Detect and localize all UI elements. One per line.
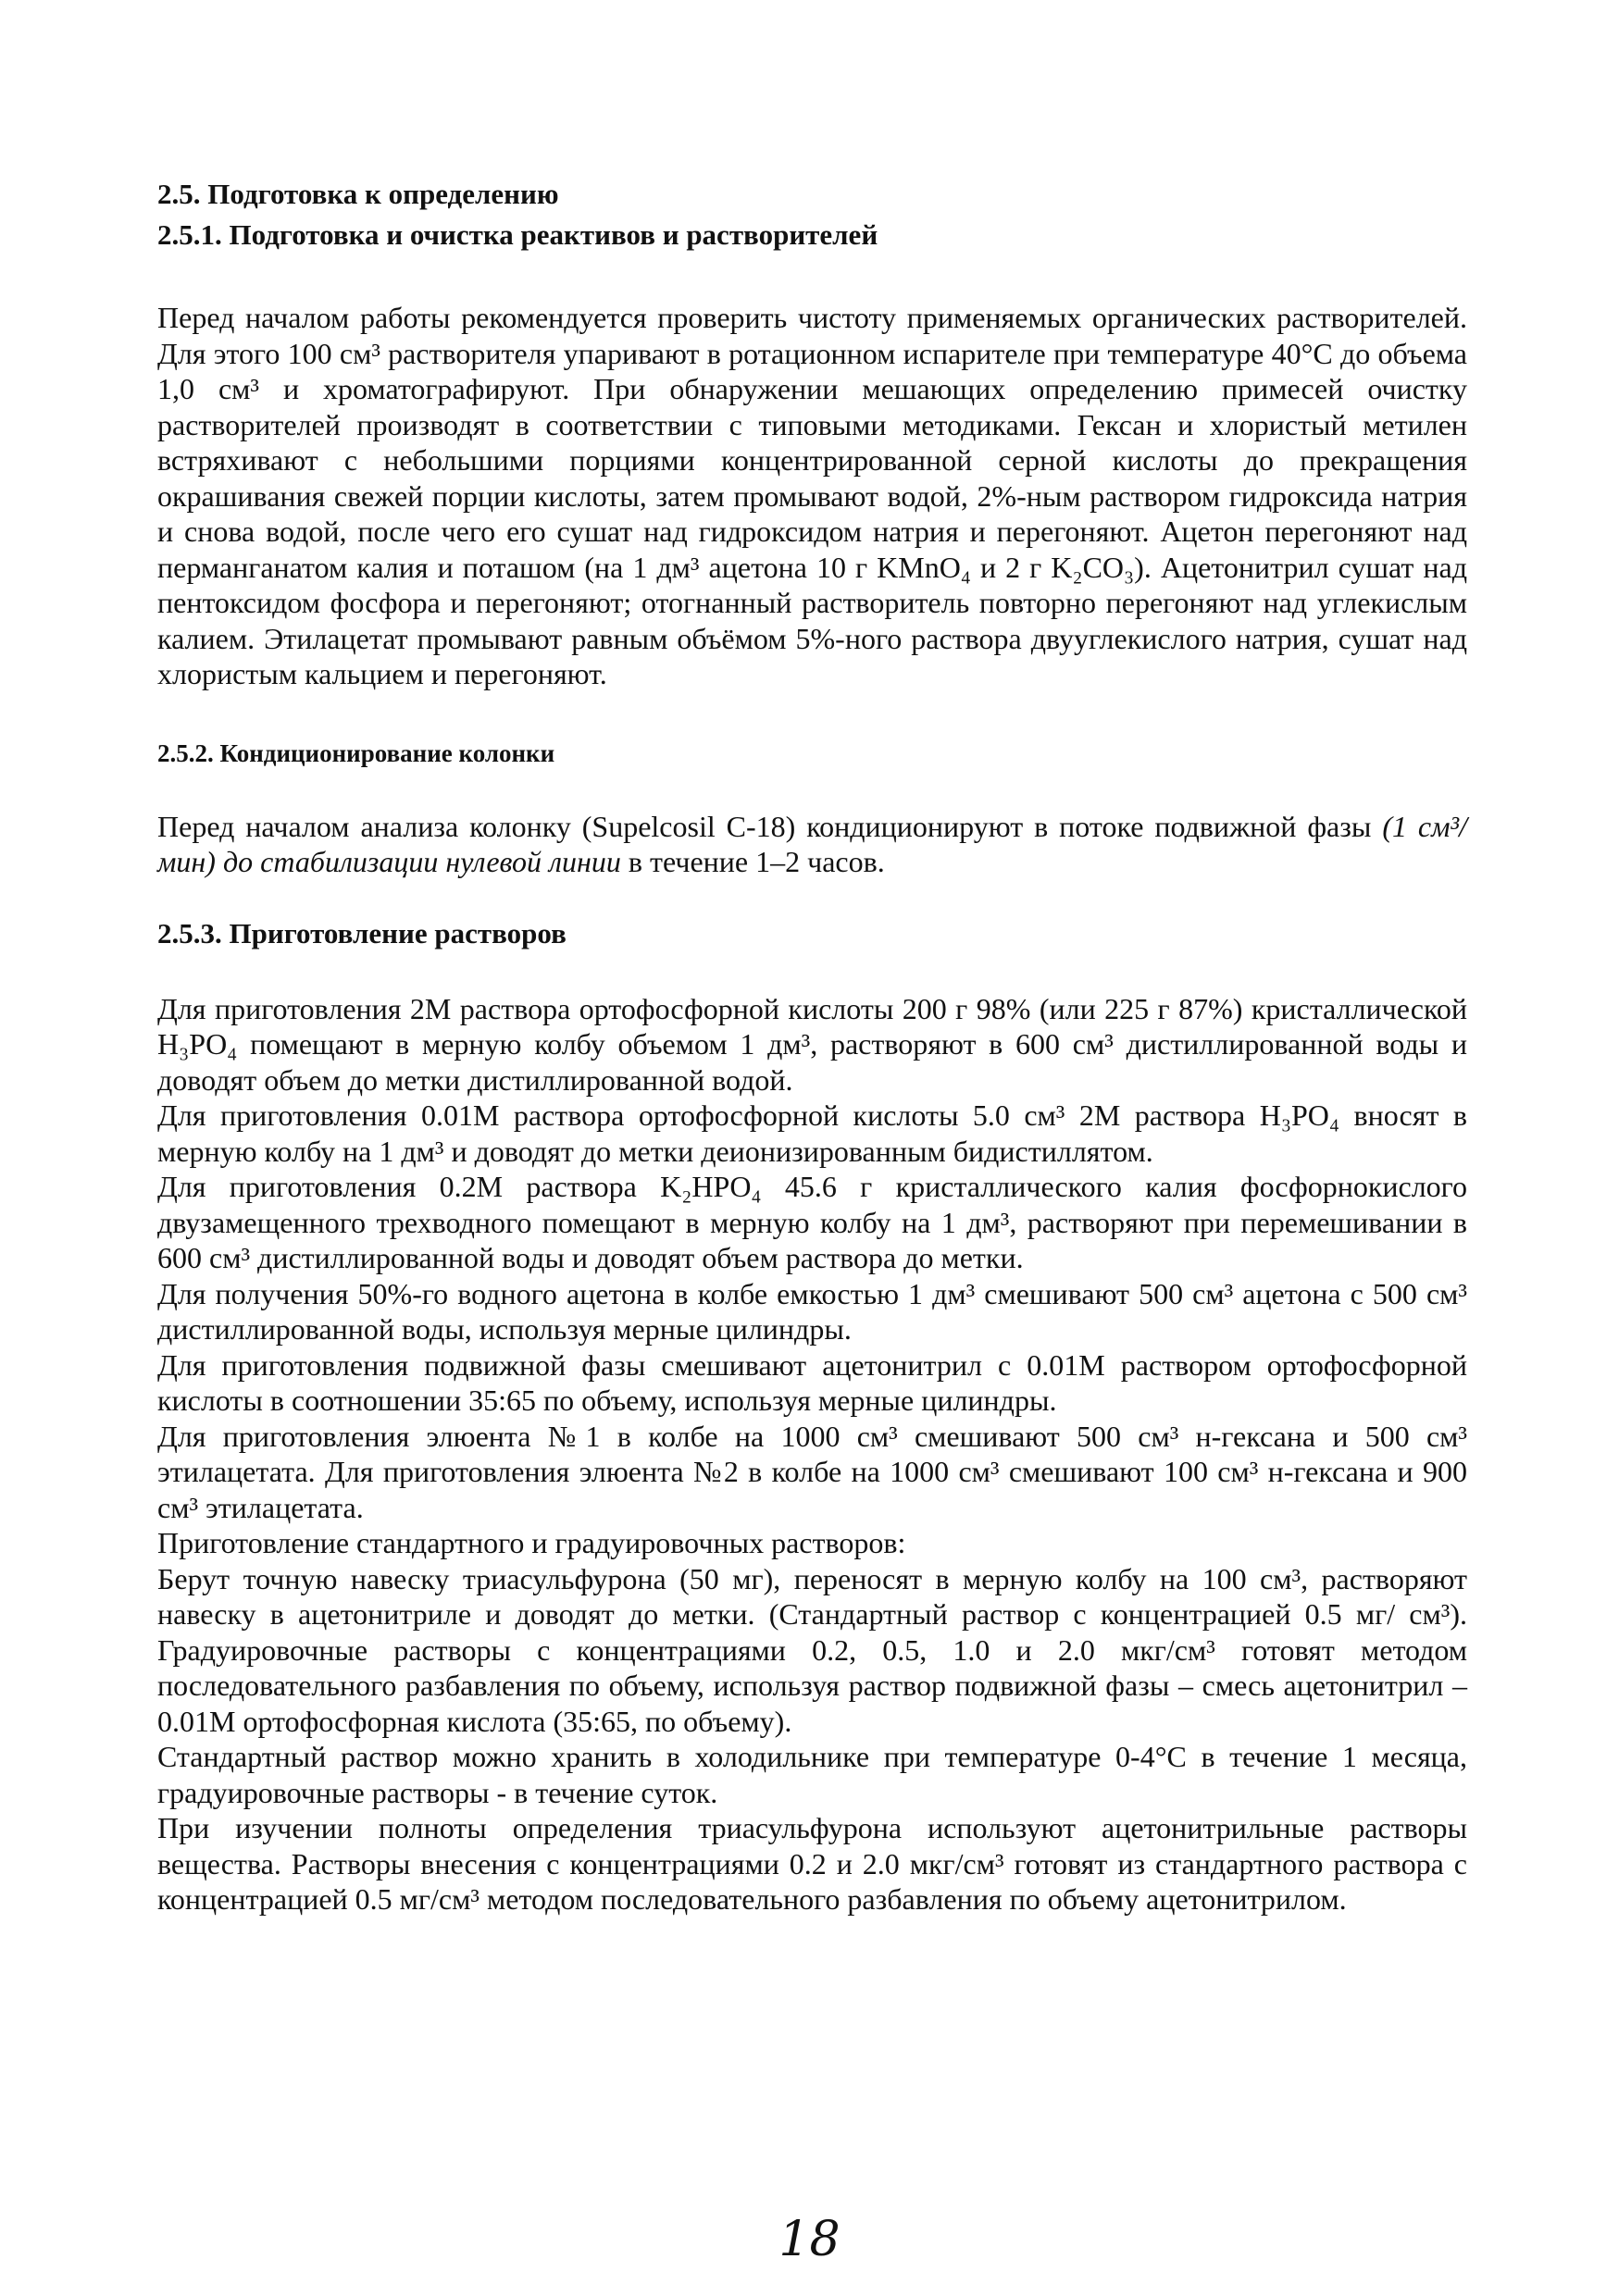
paragraph-column-conditioning-part-1: Перед началом анализа колонку (Supelcosil C-18) кондиционируют в потоке подвижной фазы [157,809,1383,843]
spacer [157,255,1467,300]
document-body [157,174,1467,1917]
paragraph-phosphoric-acid-2m: Для приготовления 2М раствора ортофосфорной кислоты 200 г 98% (или 225 г 87%) кристаллической H₃PO₄ помещают в мерную колбу объемом 1 дм³, растворяют в 600 см³ дистиллированной воды и доводят объем до метки дистиллированной водой. [157,991,1467,1097]
section-heading-2-5: 2.5. Подготовка к определению [157,178,559,210]
paragraph-aqueous-acetone: Для получения 50%-го водного ацетона в колбе емкостью 1 дм³ смешивают 500 см³ ацетона с 500 см³ дистиллированной воды, используя мерные цилиндры. [157,1276,1467,1346]
page-number: 18 [778,2212,841,2267]
section-heading-2-5-1: 2.5.1. Подготовка и очистка реактивов и растворителей [157,218,878,251]
section-heading-2-5-2: 2.5.2. Кондиционирование колонки [157,738,555,767]
paragraph-storage: Стандартный раствор можно хранить в холодильнике при температуре 0-4°С в течение 1 месяца, градуировочные растворы - в течение суток. [157,1740,1467,1809]
paragraph-column-conditioning-part-3: в течение 1–2 часов. [620,845,885,878]
paragraph-reagent-purification: Перед началом работы рекомендуется проверить чистоту применяемых органических растворителей. Для этого 100 см³ растворителя упаривают в ротационном испарителе при температуре 40°С до объема 1,0 см³ и хроматографируют. При обнаружении мешающих определению примесей очистку растворителей производят в соответствии с типовыми методиками. Гексан и хлористый метилен встряхивают с небольшими порциями концентрированной серной кислоты до прекращения окрашивания свежей порции кислоты, затем промывают водой, 2%-ным раствором гидроксида натрия и снова водой, после чего его сушат над гидроксидом натрия и перегоняют. Ацетон перегоняют над перманганатом калия и поташом (на 1 дм³ ацетона 10 г KMnO₄ и 2 г K₂CO₃). Ацетонитрил сушат над пентоксидом фосфора и перегоняют; отогнанный растворитель повторно перегоняют над углекислым калием. Этилацетат промывают равным объёмом 5%-ного раствора двууглекислого натрия, сушат над хлористым кальцием и перегоняют. [157,301,1467,690]
paragraph-standard-preparation: Берут точную навеску триасульфурона (50 мг), переносят в мерную колбу на 100 см³, растворяют навеску в ацетонитриле и доводят до метки. (Стандартный раствор с концентрацией 0.5 мг/ см³). Градуировочные растворы с концентрациями 0.2, 0.5, 1.0 и 2.0 мкг/см³ готовят методом последовательного разбавления по объему, используя раствор подвижной фазы – смесь ацетонитрил – 0.01М ортофосфорная кислота (35:65, по объему). [157,1561,1467,1738]
paragraph-recovery-solutions: При изучении полноты определения триасульфурона используют ацетонитрильные растворы вещества. Растворы внесения с концентрациями 0.2 и 2.0 мкг/см³ готовят из стандартного раствора с концентрацией 0.5 мг/см³ методом последовательного разбавления по объему ацетонитрилом. [157,1811,1467,1916]
paragraph-standards-title: Приготовление стандартного и градуировочных растворов: [157,1526,906,1559]
spacer [157,880,1467,913]
paragraph-k2hpo4-solution: Для приготовления 0.2М раствора K₂HPO₄ 45.6 г кристаллического калия фосфорнокислого двузамещенного трехводного помещают в мерную колбу на 1 дм³, растворяют при перемешивании в 600 см³ дистиллированной воды и доводят объем раствора до метки. [157,1170,1467,1274]
paragraph-phosphoric-acid-001m: Для приготовления 0.01М раствора ортофосфорной кислоты 5.0 см³ 2М раствора H₃PO₄ вносят в мерную колбу на 1 дм³ и доводят до метки деионизированным бидистиллятом. [157,1098,1467,1168]
section-heading-2-5-3: 2.5.3. Приготовление растворов [157,916,567,949]
paragraph-mobile-phase: Для приготовления подвижной фазы смешивают ацетонитрил с 0.01М раствором ортофосфорной кислоты в соотношении 35:65 по объему, используя мерные цилиндры. [157,1347,1467,1417]
spacer [157,772,1467,809]
paragraph-column-conditioning-part-2: (1 см³/мин) до стабилизации нулевой линии [157,809,1467,878]
paragraph-column-conditioning [157,809,1467,880]
spacer [157,954,1467,991]
paragraph-eluents: Для приготовления элюента №1 в колбе на 1000 см³ смешивают 500 см³ н-гексана и 500 см³ этилацетата. Для приготовления элюента №2 в колбе на 1000 см³ смешивают 100 см³ н-гексана и 900 см³ этилацетата. [157,1419,1467,1524]
spacer [157,692,1467,735]
